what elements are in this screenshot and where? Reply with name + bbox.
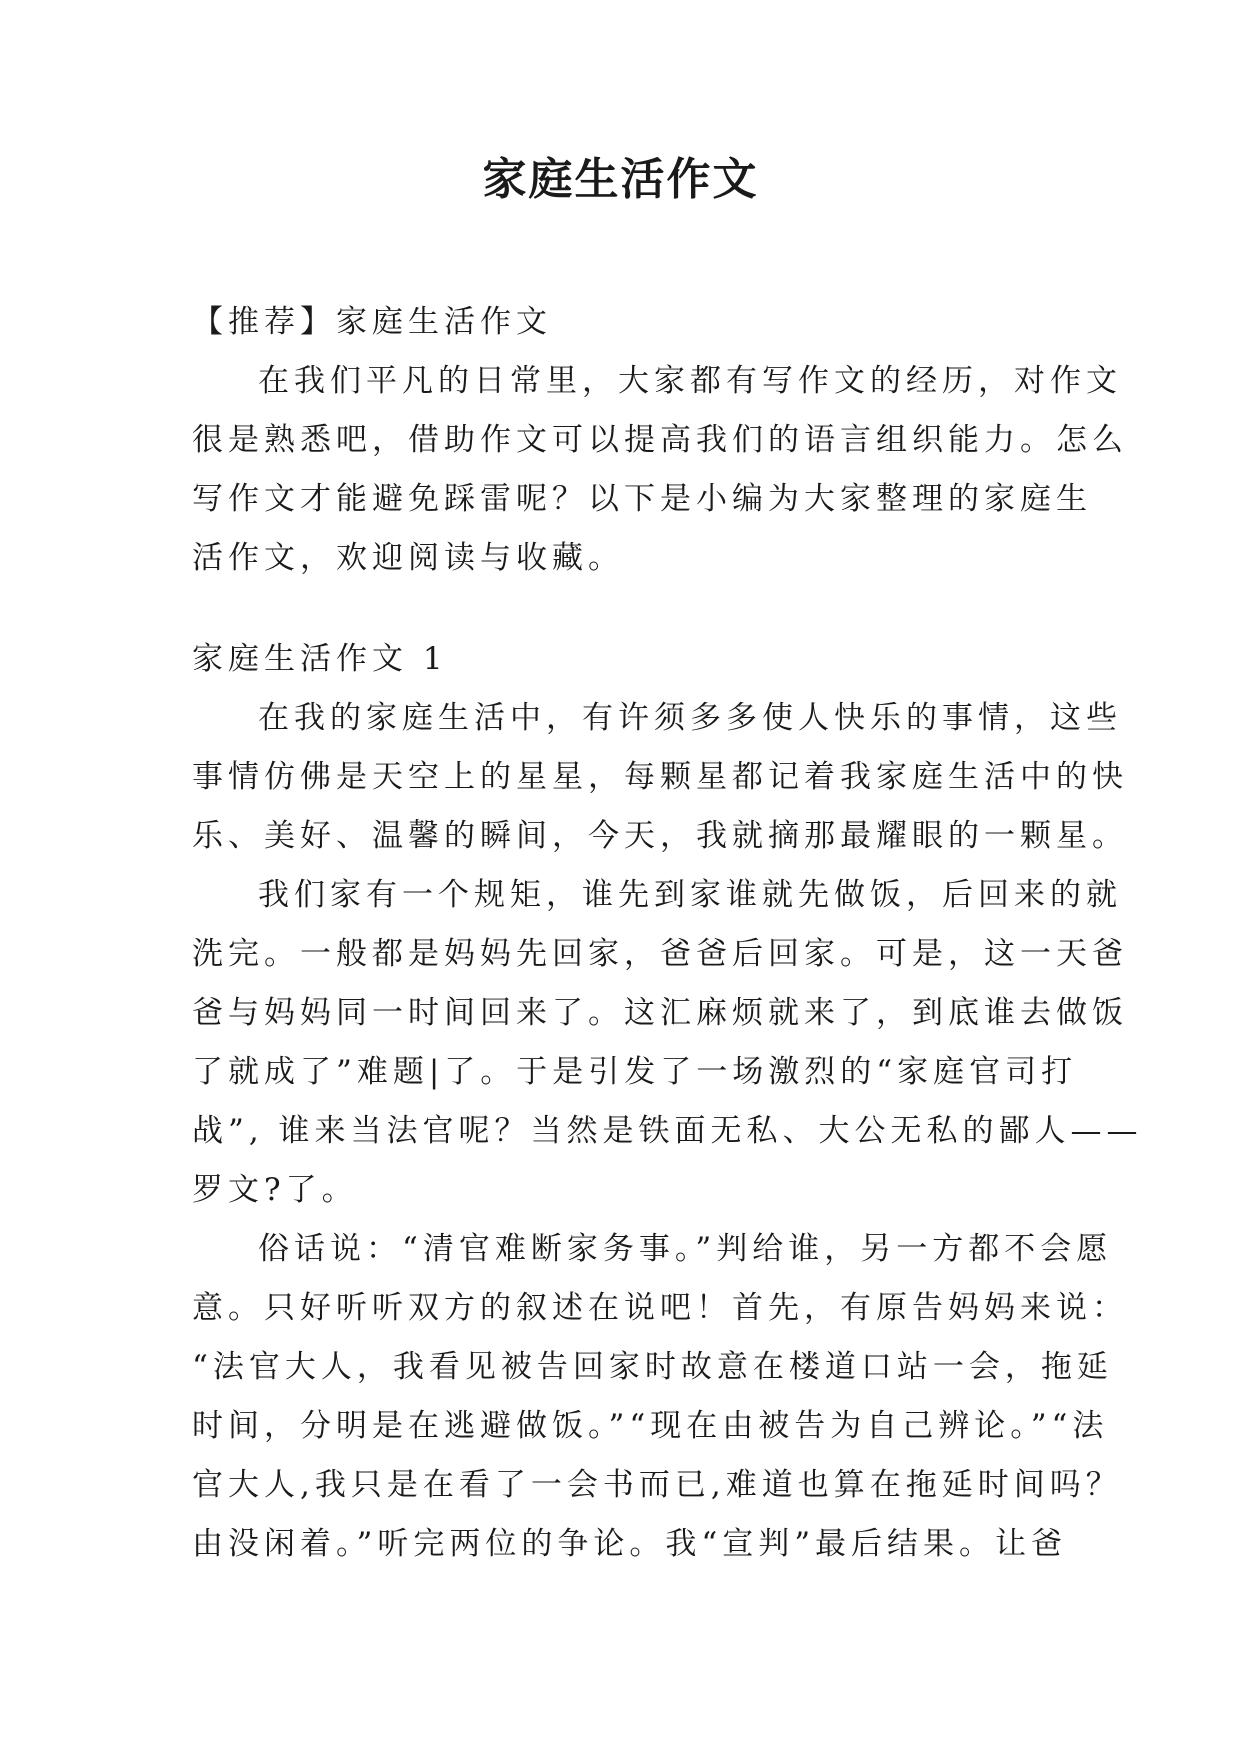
text-line: 罗文?了。 [192,1172,358,1208]
text-line: 俗话说：“清官难断家务事。”判给谁，另一方都不会愿 [258,1231,1113,1267]
text-line: 很是熟悉吧，借助作文可以提高我们的语言组织能力。怎么 [192,422,1128,458]
text-line: 了就成了”难题|了。于是引发了一场激烈的“家庭官司打 [192,1054,1078,1090]
document-body [192,293,1143,1574]
text-line: 意。只好听听双方的叙述在说吧！首先，有原告妈妈来说： [192,1290,1128,1326]
intro-paragraph [192,352,1128,588]
paragraph-1 [192,689,1128,866]
recommend-line: 【推荐】家庭生活作文 [192,304,552,340]
text-line: 由没闲着。”听完两位的争论。我“宣判”最后结果。让爸 [192,1526,1068,1562]
document-title: 家庭生活作文 [482,154,759,205]
paragraph-2 [192,866,1143,1220]
text-line: 爸与妈妈同一时间回来了。这汇麻烦就来了，到底谁去做饭 [192,995,1128,1031]
text-line: 我们家有一个规矩，谁先到家谁就先做饭，后回来的就 [258,877,1122,913]
text-line: 官大人,我只是在看了一会书而已,难道也算在拖延时间吗？ [192,1467,1122,1503]
text-line: “法官大人，我看见被告回家时故意在楼道口站一会，拖延 [192,1349,1113,1385]
text-line: 在我们平凡的日常里，大家都有写作文的经历，对作文 [258,363,1122,399]
text-line: 事情仿佛是天空上的星星，每颗星都记着我家庭生活中的快 [192,759,1128,795]
text-line: 战”, 谁来当法官呢？当然是铁面无私、大公无私的鄙人—— [192,1113,1143,1149]
text-line: 写作文才能避免踩雷呢？以下是小编为大家整理的家庭生 [192,481,1092,517]
text-line: 在我的家庭生活中，有许须多多使人快乐的事情，这些 [258,700,1122,736]
text-line: 时间，分明是在逃避做饭。”“现在由被告为自己辨论。”“法 [192,1408,1109,1444]
text-line: 洗完。一般都是妈妈先回家，爸爸后回家。可是，这一天爸 [192,936,1128,972]
section-heading: 家庭生活作文 1 [192,641,448,677]
paragraph-3 [192,1220,1128,1574]
text-line: 乐、美好、温馨的瞬间，今天，我就摘那最耀眼的一颗星。 [192,818,1128,854]
section-spacer [192,588,1060,630]
text-line: 活作文，欢迎阅读与收藏。 [192,540,624,576]
